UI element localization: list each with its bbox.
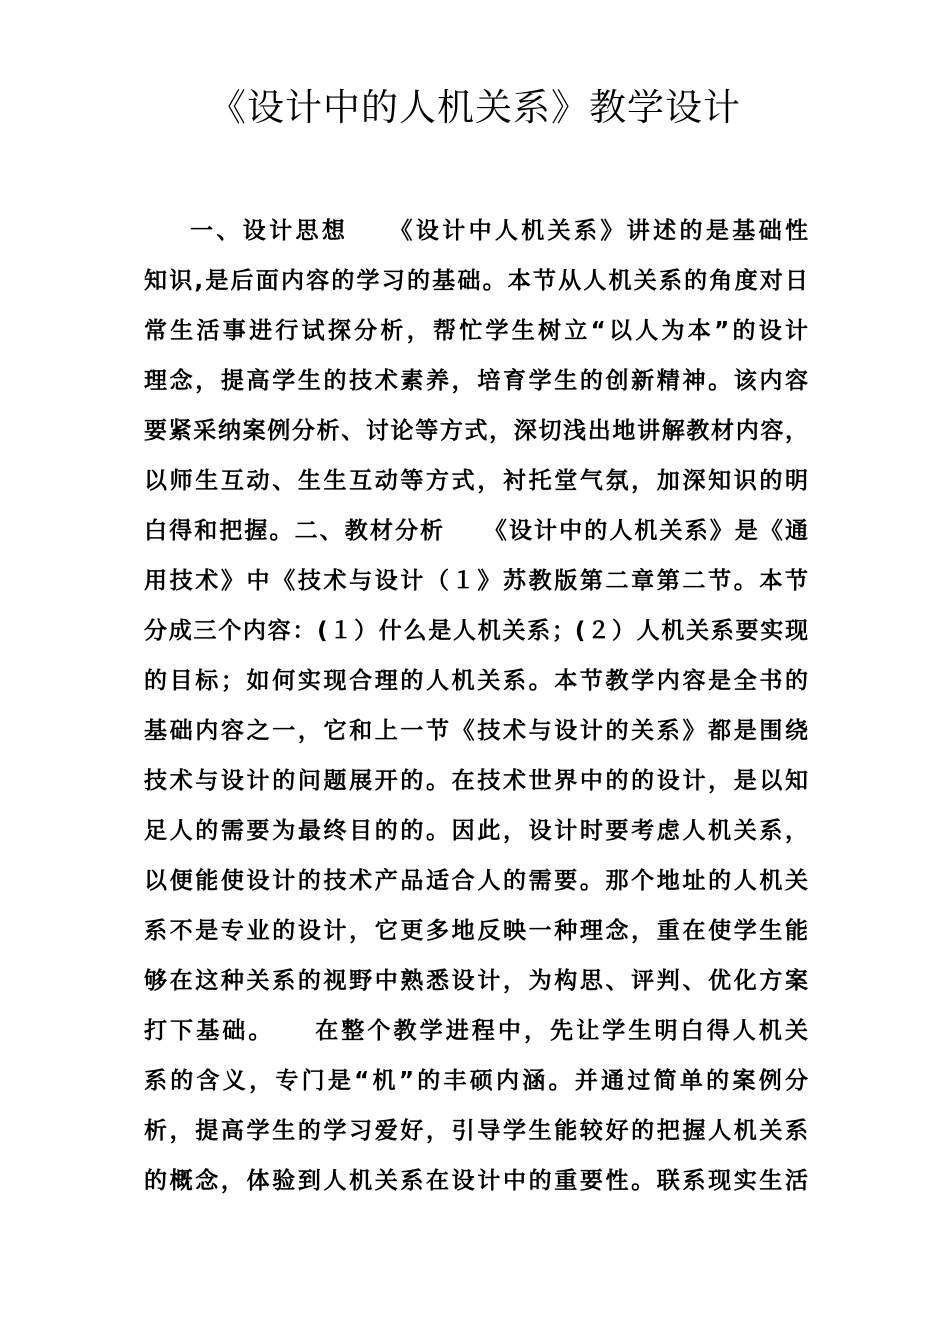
body-line: 的目标；如何实现合理的人机关系。本节教学内容是全书的 <box>144 668 808 694</box>
body-line: 够在这种关系的视野中熟悉设计，为构思、评判、优化方案 <box>144 968 808 994</box>
body-line: 知识,是后面内容的学习的基础。本节从人机关系的角度对日 <box>144 268 808 294</box>
body-line: 系的含义，专门是“机”的丰硕内涵。并通过简单的案例分 <box>144 1068 808 1094</box>
body-line: 要紧采纳案例分析、讨论等方式，深切浅出地讲解教材内容， <box>144 418 808 444</box>
body-line: 足人的需要为最终目的的。因此，设计时要考虑人机关系， <box>144 818 808 844</box>
body-line: 基础内容之一，它和上一节《技术与设计的关系》都是围绕 <box>144 718 808 744</box>
body-line: 以便能使设计的技术产品适合人的需要。那个地址的人机关 <box>144 868 808 894</box>
body-line: 打下基础。 在整个教学进程中，先让学生明白得人机关 <box>144 1018 808 1044</box>
body-line: 的概念，体验到人机关系在设计中的重要性。联系现实生活 <box>144 1168 808 1194</box>
body-line: 白得和把握。二、教材分析 《设计中的人机关系》是《通 <box>144 518 808 544</box>
document-body <box>144 206 808 1206</box>
body-line: 分成三个内容：(１）什么是人机关系；(２）人机关系要实现 <box>144 618 808 644</box>
document-title: 《设计中的人机关系》教学设计 <box>209 86 741 129</box>
body-line: 理念，提高学生的技术素养，培育学生的创新精神。该内容 <box>144 368 808 394</box>
body-line: 用技术》中《技术与设计（１》苏教版第二章第二节。本节 <box>144 568 808 594</box>
body-line: 一、设计思想 《设计中人机关系》讲述的是基础性 <box>190 218 808 244</box>
body-line: 系不是专业的设计，它更多地反映一种理念，重在使学生能 <box>144 918 808 944</box>
body-line: 技术与设计的问题展开的。在技术世界中的的设计，是以知 <box>144 768 808 794</box>
body-line: 析，提高学生的学习爱好，引导学生能较好的把握人机关系 <box>144 1118 808 1144</box>
body-line: 常生活事进行试探分析，帮忙学生树立“以人为本”的设计 <box>144 318 808 344</box>
body-line: 以师生互动、生生互动等方式，衬托堂气氛，加深知识的明 <box>144 468 808 494</box>
